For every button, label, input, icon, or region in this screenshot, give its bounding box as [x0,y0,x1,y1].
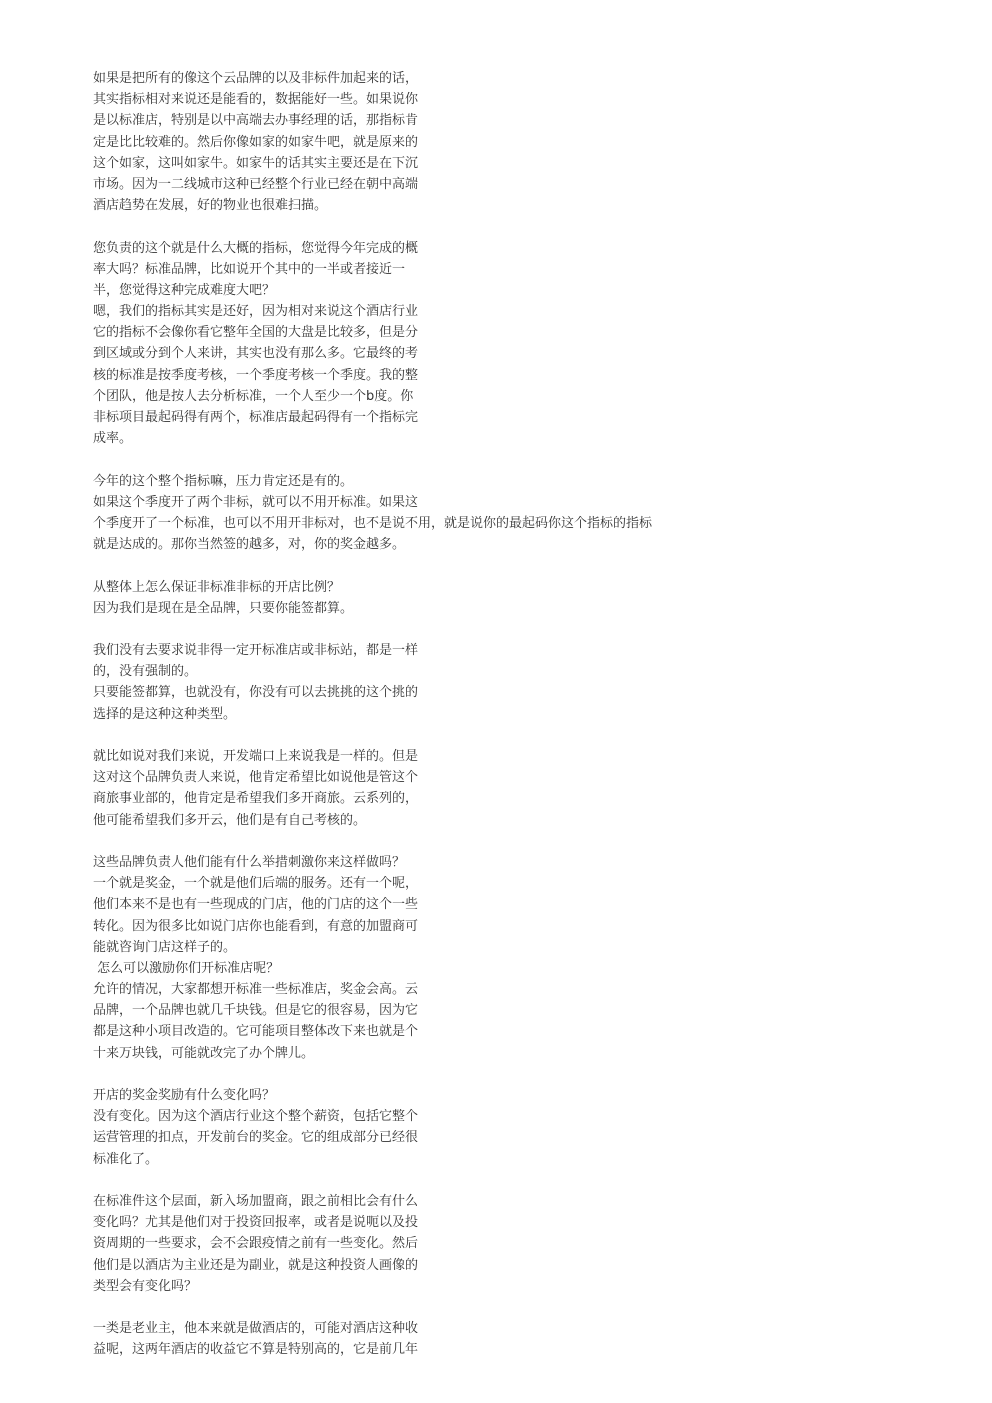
text-line: 核的标准是按季度考核，一个季度考核一个季度。我的整 [93,367,419,383]
text-line: 一个就是奖金，一个就是他们后端的服务。还有一个呢， [93,876,419,892]
text-line: 变化吗？尤其是他们对于投资回报率，或者是说呃以及投 [93,1215,419,1231]
transcript-paragraph [93,238,673,450]
text-line: 半，您觉得这种完成难度大吧？ [93,282,276,298]
text-line: 如果是把所有的像这个云品牌的以及非标件加起来的话， [93,71,419,86]
text-line: 它的指标不会像你看它整年全国的大盘是比较多，但是分 [93,325,419,341]
text-line: 其实指标相对来说还是能看的，数据能好一些。如果说你 [93,92,419,108]
text-line: 选择的是这种这种类型。 [93,706,237,722]
text-line: 在标准件这个层面，新入场加盟商，跟之前相比会有什么 [93,1193,419,1209]
text-line: 就比如说对我们来说，开发端口上来说我是一样的。但是 [93,749,419,764]
transcript-paragraph [93,68,673,216]
text-line: 品牌，一个品牌也就几千块钱。但是它的很容易，因为它 [93,1003,419,1019]
text-line: 您负责的这个就是什么大概的指标，您觉得今年完成的概 [93,240,419,256]
text-line: 成率。 [93,431,133,447]
text-line: 他可能希望我们多开云，他们是有自己考核的。 [93,812,367,828]
text-line: 是以标准店，特别是以中高端去办事经理的话，那指标肯 [93,113,419,129]
text-line: 就是达成的。那你当然签的越多，对，你的奖金越多。 [93,537,406,553]
text-line: 他们是以酒店为主业还是为副业，就是这种投资人画像的 [93,1257,419,1273]
text-line: 运营管理的扣点，开发前台的奖金。它的组成部分已经很 [93,1130,419,1146]
text-line: 个季度开了一个标准，也可以不用开非标对，也不是说不用，就是说你的最起码你这个指标的指标 [93,515,653,531]
text-line: 这对这个品牌负责人来说，他肯定希望比如说他是管这个 [93,770,419,786]
text-line: 允许的情况，大家都想开标准一些标准店，奖金会高。云 [93,982,419,998]
text-line: 商旅事业部的，他肯定是希望我们多开商旅。云系列的， [93,791,419,807]
text-line: 开店的奖金奖励有什么变化吗？ [93,1088,276,1103]
text-line: 因为我们是现在是全品牌，只要你能签都算。 [93,600,354,616]
text-line: 怎么可以激励你们开标准店呢？ [93,960,280,976]
text-line: 今年的这个整个指标嘛，压力肯定还是有的。 [93,473,354,489]
transcript-paragraph [93,577,673,619]
transcript-body [93,68,673,1382]
text-line: 嗯，我们的指标其实是还好，因为相对来说这个酒店行业 [93,304,419,320]
text-line: 资周期的一些要求，会不会跟疫情之前有一些变化。然后 [93,1236,419,1252]
text-line: 酒店趋势在发展，好的物业也很难扫描。 [93,198,328,214]
text-line: 率大吗？标准品牌，比如说开个其中的一半或者接近一 [93,261,406,277]
transcript-paragraph [93,1191,673,1297]
text-line: 十来万块钱，可能就改完了办个牌儿。 [93,1045,315,1061]
transcript-paragraph [93,1318,673,1360]
text-line: 没有变化。因为这个酒店行业这个整个薪资，包括它整个 [93,1109,419,1125]
text-line: 转化。因为很多比如说门店你也能看到，有意的加盟商可 [93,918,419,934]
text-line: 从整体上怎么保证非标准非标的开店比例？ [93,579,341,595]
text-line: 非标项目最起码得有两个，标准店最起码得有一个指标完 [93,410,419,425]
text-line: 标准化了。 [93,1151,159,1167]
transcript-paragraph [93,852,673,1064]
text-line: 一类是老业主，他本来就是做酒店的，可能对酒店这种收 [93,1321,419,1337]
text-line: 他们本来不是也有一些现成的门店，他的门店的这个一些 [93,897,419,913]
text-line: 个团队，他是按人去分析标准，一个人至少一个b度。你 [93,388,414,404]
text-line: 市场。因为一二线城市这种已经整个行业已经在朝中高端 [93,176,419,192]
text-line: 能就咨询门店这样子的。 [93,939,237,955]
text-line: 我们没有去要求说非得一定开标准店或非标站，都是一样 [93,643,419,659]
text-line: 这些品牌负责人他们能有什么举措刺激你来这样做吗？ [93,854,406,870]
transcript-paragraph [93,471,673,556]
text-line: 益呢，这两年酒店的收益它不算是特别高的，它是前几年 [93,1342,419,1358]
text-line: 都是这种小项目改造的。它可能项目整体改下来也就是个 [93,1024,419,1040]
transcript-paragraph [93,746,673,831]
text-line: 这个如家，这叫如家牛。如家牛的话其实主要还是在下沉 [93,155,419,171]
text-line: 的，没有强制的。 [93,664,198,680]
text-line: 类型会有变化吗？ [93,1278,198,1294]
text-line: 到区域或分到个人来讲，其实也没有那么多。它最终的考 [93,346,419,362]
transcript-paragraph [93,1085,673,1170]
text-line: 只要能签都算，也就没有，你没有可以去挑挑的这个挑的 [93,685,419,701]
text-line: 如果这个季度开了两个非标，就可以不用开标准。如果这 [93,494,419,510]
transcript-paragraph [93,640,673,725]
text-line: 定是比比较难的。然后你像如家的如家牛吧，就是原来的 [93,134,419,150]
